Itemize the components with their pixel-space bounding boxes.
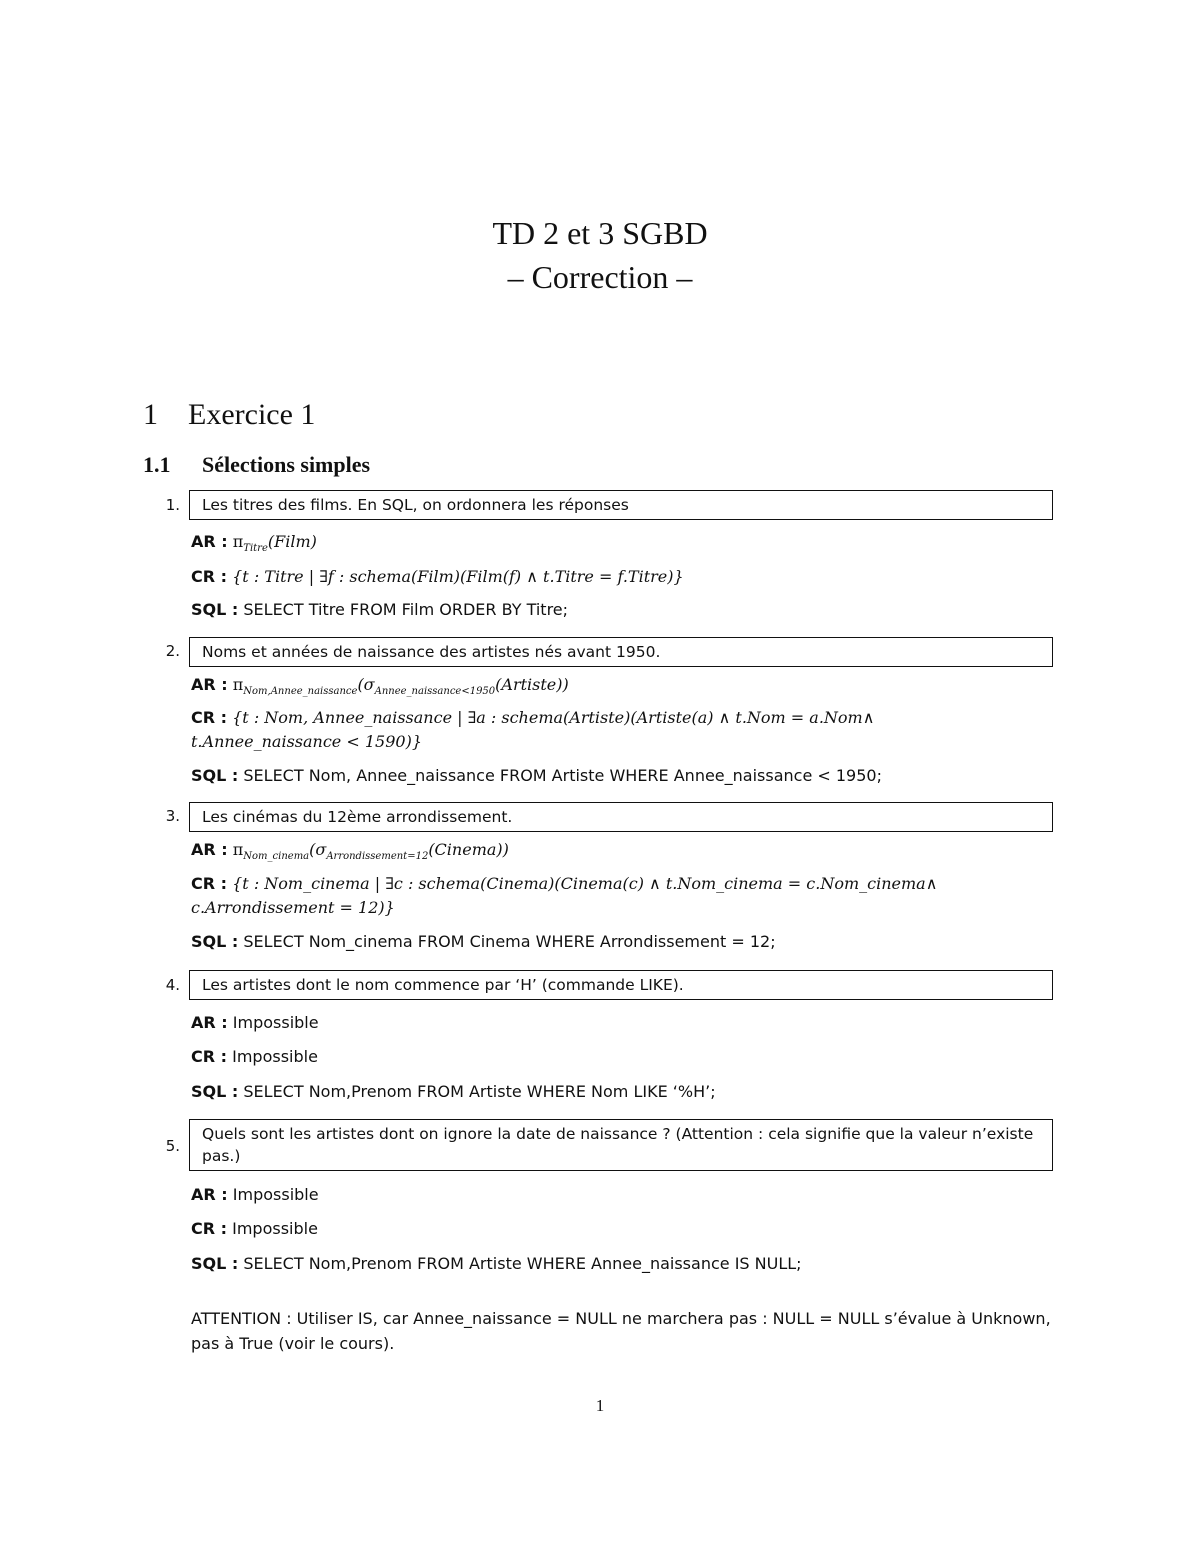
ar-line — [191, 1183, 1071, 1207]
ar-label: AR : — [191, 840, 228, 859]
cr-formula: {t : Nom_cinema | ∃c : schema(Cinema)(Cinema(c) ∧ t.Nom_cinema = c.Nom_cinema∧ — [232, 874, 938, 893]
cr-line — [191, 872, 1071, 896]
item-number: 5. — [165, 1137, 180, 1155]
item-number: 2. — [165, 642, 180, 660]
item-number: 3. — [165, 807, 180, 825]
attention-note: ATTENTION : Utiliser IS, car Annee_naissance = NULL ne marchera pas : NULL = NULL s’évalue à Unknown, pas à True (voir le cours). — [191, 1309, 1051, 1353]
section-title: Exercice 1 — [188, 398, 316, 431]
question-box: Noms et années de naissance des artistes nés avant 1950. — [189, 637, 1053, 667]
page-number: 1 — [595, 1396, 605, 1415]
ar-label: AR : — [191, 532, 228, 551]
question-box: Les artistes dont le nom commence par ‘H’ (commande LIKE). — [189, 970, 1053, 1000]
ar-label: AR : — [191, 1013, 228, 1032]
sql-line — [191, 930, 1071, 954]
cr-line-continued — [191, 896, 1071, 920]
cr-label: CR : — [191, 1047, 228, 1066]
ar-line — [191, 1011, 1071, 1035]
ar-value: Impossible — [232, 1185, 319, 1204]
question-box: Les titres des films. En SQL, on ordonnera les réponses — [189, 490, 1053, 520]
cr-line — [191, 565, 1071, 589]
section-heading — [143, 396, 315, 434]
sql-query: SELECT Titre FROM Film ORDER BY Titre; — [243, 600, 569, 619]
sql-query: SELECT Nom,Prenom FROM Artiste WHERE Nom LIKE ‘%H’; — [243, 1082, 716, 1101]
ar-label: AR : — [191, 675, 228, 694]
section-number: 1 — [143, 398, 158, 431]
cr-label: CR : — [191, 874, 228, 893]
page-subtitle: – Correction – — [507, 259, 693, 295]
sql-line — [191, 764, 1071, 788]
sql-label: SQL : — [191, 1082, 239, 1101]
item-number: 4. — [165, 976, 180, 994]
question-box: Les cinémas du 12ème arrondissement. — [189, 802, 1053, 832]
page-title: TD 2 et 3 SGBD — [492, 215, 708, 251]
cr-value: Impossible — [232, 1047, 318, 1066]
ar-line — [191, 838, 1071, 869]
subsection-heading — [143, 450, 370, 480]
ar-line — [191, 530, 1071, 561]
cr-formula: {t : Titre | ∃f : schema(Film)(Film(f) ∧ t.Titre = f.Titre)} — [232, 567, 684, 586]
cr-line-continued — [191, 730, 1071, 754]
cr-line — [191, 706, 1071, 730]
sql-label: SQL : — [191, 600, 239, 619]
cr-value: Impossible — [232, 1219, 318, 1238]
sql-label: SQL : — [191, 932, 239, 951]
subsection-title: Sélections simples — [202, 452, 371, 477]
sql-query: SELECT Nom,Prenom FROM Artiste WHERE Annee_naissance IS NULL; — [243, 1254, 802, 1273]
cr-formula: c.Arrondissement = 12)} — [191, 898, 395, 917]
sql-line — [191, 1252, 1071, 1276]
ar-formula: $\pi_{Titre}(Film)$ — [232, 532, 317, 554]
cr-line — [191, 1217, 1071, 1241]
question-box: Quels sont les artistes dont on ignore la date de naissance ? (Attention : cela signifie que la valeur n’existe pas.) — [189, 1119, 1053, 1171]
cr-formula: t.Annee_naissance < 1590)} — [191, 732, 422, 751]
ar-formula: $\pi_{Nom\_cinema}(\sigma_{Arrondissement=12}(Cinema))$ — [232, 840, 509, 862]
ar-label: AR : — [191, 1185, 228, 1204]
cr-label: CR : — [191, 1219, 228, 1238]
sql-query: SELECT Nom, Annee_naissance FROM Artiste WHERE Annee_naissance < 1950; — [243, 766, 882, 785]
cr-line — [191, 1045, 1071, 1069]
cr-formula: {t : Nom, Annee_naissance | ∃a : schema(Artiste)(Artiste(a) ∧ t.Nom = a.Nom∧ — [232, 708, 875, 727]
cr-label: CR : — [191, 567, 228, 586]
sql-label: SQL : — [191, 766, 239, 785]
sql-line — [191, 1080, 1071, 1104]
subsection-number: 1.1 — [143, 452, 171, 477]
sql-label: SQL : — [191, 1254, 239, 1273]
item-number: 1. — [165, 496, 180, 514]
sql-line — [191, 598, 1071, 622]
sql-query: SELECT Nom_cinema FROM Cinema WHERE Arrondissement = 12; — [243, 932, 776, 951]
cr-label: CR : — [191, 708, 228, 727]
ar-line — [191, 673, 1071, 704]
ar-formula: $\pi_{Nom,Annee\_naissance}(\sigma_{Annee\_naissance<1950}(Artiste))$ — [232, 675, 569, 697]
ar-value: Impossible — [232, 1013, 319, 1032]
